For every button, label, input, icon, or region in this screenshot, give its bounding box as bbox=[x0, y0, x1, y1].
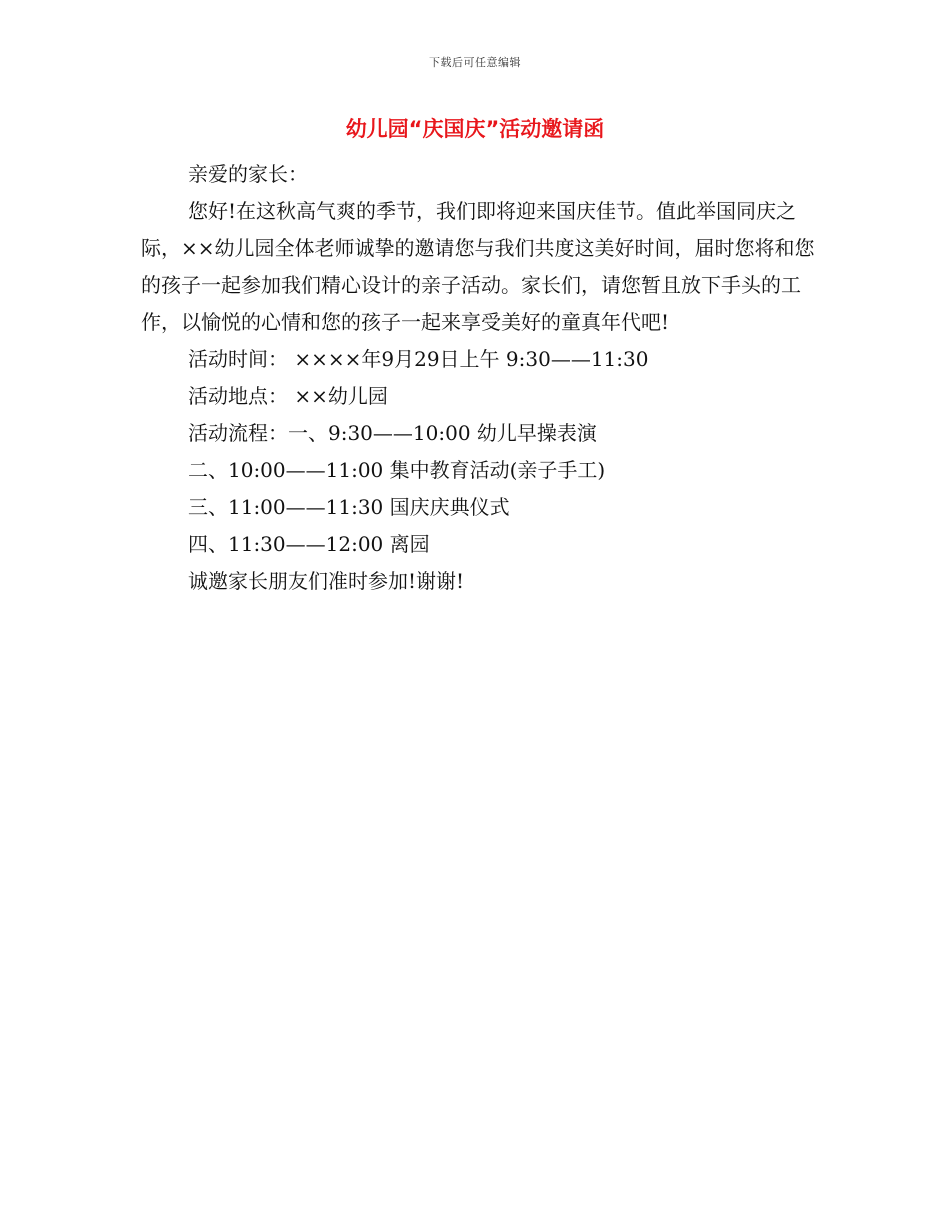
closing-line: 诚邀家长朋友们准时参加!谢谢! bbox=[188, 569, 465, 593]
schedule-item: 三、11:00——11:30 国庆庆典仪式 bbox=[188, 495, 510, 519]
salutation: 亲爱的家长： bbox=[188, 162, 308, 186]
schedule-item: 四、11:30——12:00 离园 bbox=[188, 532, 430, 556]
header-note: 下载后可任意编辑 bbox=[429, 56, 521, 69]
schedule-item: 活动流程：一、9:30——10:00 幼儿早操表演 bbox=[188, 421, 597, 445]
document-title: 幼儿园“庆国庆”活动邀请函 bbox=[345, 117, 605, 141]
activity-place: 活动地点： ××幼儿园 bbox=[188, 384, 388, 408]
activity-time: 活动时间： ××××年9月29日上午 9:30——11:30 bbox=[188, 347, 649, 371]
schedule-item: 二、10:00——11:00 集中教育活动(亲子手工) bbox=[188, 458, 606, 482]
document-body bbox=[141, 156, 816, 600]
intro-paragraph: 您好!在这秋高气爽的季节，我们即将迎来国庆佳节。值此举国同庆之际，××幼儿园全体老师诚挚的邀请您与我们共度这美好时间，届时您将和您的孩子一起参加我们精心设计的亲子活动。家长们，请您暂且放下手头的工作，以愉悦的心情和您的孩子一起来享受美好的童真年代吧! bbox=[141, 199, 815, 334]
